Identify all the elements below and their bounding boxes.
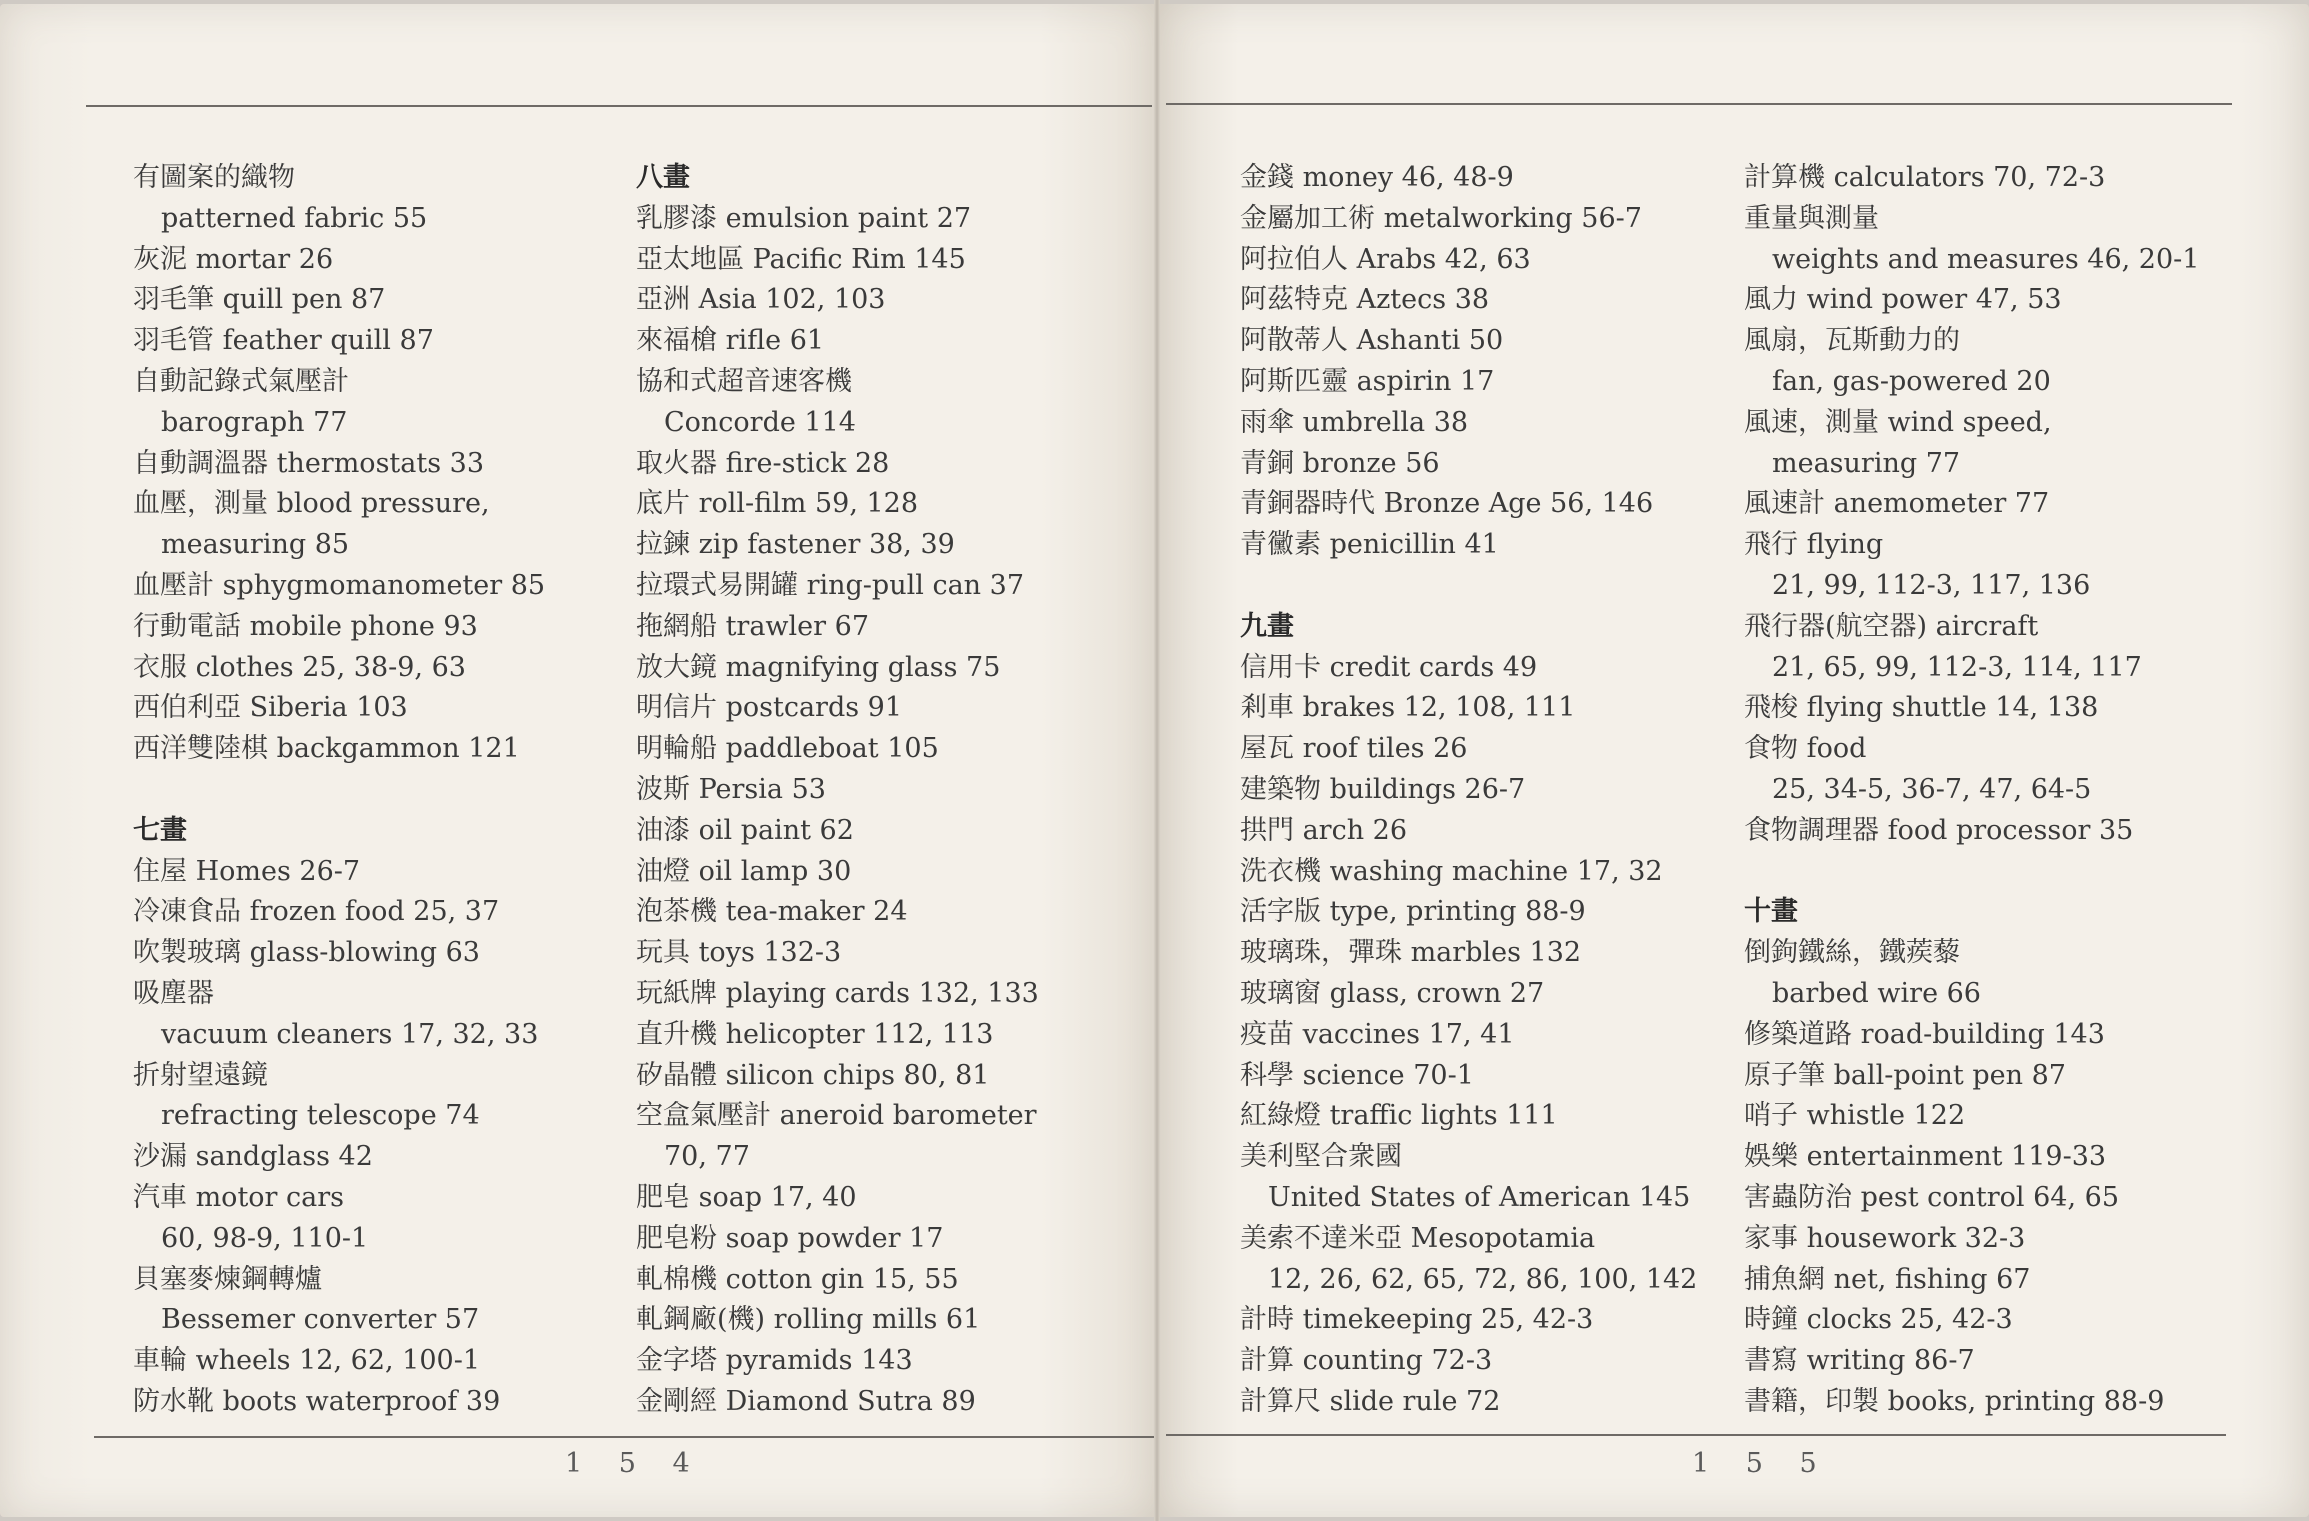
bottom-rule-right: [1166, 1434, 2226, 1436]
index-entry: 活字版 type, printing 88-9: [1240, 896, 1586, 928]
index-entry: 拉鍊 zip fastener 38, 39: [636, 529, 955, 561]
index-entry: 汽車 motor cars: [133, 1181, 345, 1213]
index-entry: 洗衣機 washing machine 17, 32: [1240, 855, 1663, 887]
section-gap: [133, 770, 613, 811]
index-column-4: [1744, 158, 2224, 1423]
index-entry: 拉環式易開罐 ring-pull can 37: [636, 569, 1024, 601]
stroke-count-heading: 七畫: [133, 814, 187, 846]
index-entry: 阿拉伯人 Arabs 42, 63: [1240, 243, 1531, 275]
stroke-count-heading: 八畫: [636, 162, 690, 193]
index-entry: 害蟲防治 pest control 64, 65: [1744, 1181, 2120, 1213]
index-entry: 住屋 Homes 26-7: [133, 855, 361, 887]
index-entry: 哨子 whistle 122: [1744, 1100, 1966, 1132]
index-entry-continuation: vacuum cleaners 17, 32, 33: [161, 1018, 539, 1050]
index-entry: 美利堅合衆國: [1240, 1141, 1402, 1173]
index-entry: 來福槍 rifle 61: [636, 325, 825, 357]
index-entry: 防水靴 boots waterproof 39: [133, 1385, 501, 1417]
index-entry: 金錢 money 46, 48-9: [1240, 162, 1514, 193]
index-entry: 玩紙牌 playing cards 132, 133: [636, 977, 1039, 1009]
index-entry: 空盒氣壓計 aneroid barometer: [636, 1100, 1037, 1132]
index-entry: 油燈 oil lamp 30: [636, 855, 852, 887]
stroke-count-heading: 九畫: [1240, 610, 1294, 642]
section-gap: [1744, 852, 2224, 893]
index-entry: 風力 wind power 47, 53: [1744, 284, 2062, 316]
index-entry: 衣服 clothes 25, 38-9, 63: [133, 651, 466, 683]
index-entry: 有圖案的織物: [133, 162, 295, 193]
index-entry: 阿茲特克 Aztecs 38: [1240, 284, 1490, 316]
index-entry: 肥皂粉 soap powder 17: [636, 1222, 944, 1254]
index-entry: 車輪 wheels 12, 62, 100-1: [133, 1345, 480, 1377]
index-column-2: [636, 158, 1116, 1423]
index-entry: 肥皂 soap 17, 40: [636, 1181, 857, 1213]
index-entry: 家事 housework 32-3: [1744, 1222, 2026, 1254]
index-entry: 自動記錄式氣壓計: [133, 365, 349, 397]
index-entry-continuation: measuring 77: [1772, 447, 1961, 479]
index-entry: 貝塞麥煉鋼轉爐: [133, 1263, 322, 1295]
index-entry: 計算 counting 72-3: [1240, 1345, 1493, 1377]
index-entry-continuation: patterned fabric 55: [161, 202, 428, 234]
book-gutter: [1154, 0, 1160, 1521]
index-entry: 美索不達米亞 Mesopotamia: [1240, 1222, 1596, 1254]
index-entry: 紅綠燈 traffic lights 111: [1240, 1100, 1558, 1132]
index-entry: 亞洲 Asia 102, 103: [636, 284, 886, 316]
index-entry: 金屬加工術 metalworking 56-7: [1240, 202, 1642, 234]
index-entry: 阿斯匹靈 aspirin 17: [1240, 365, 1495, 397]
index-entry: 信用卡 credit cards 49: [1240, 651, 1538, 683]
index-entry: 西伯利亞 Siberia 103: [133, 692, 408, 724]
index-entry: 青黴素 penicillin 41: [1240, 529, 1499, 561]
index-entry: 明輪船 paddleboat 105: [636, 733, 939, 765]
index-entry: 亞太地區 Pacific Rim 145: [636, 243, 966, 275]
index-entry: 血壓計 sphygmomanometer 85: [133, 569, 546, 601]
index-entry: 明信片 postcards 91: [636, 692, 903, 724]
index-entry: 吸塵器: [133, 977, 214, 1009]
index-entry: 科學 science 70-1: [1240, 1059, 1474, 1091]
index-entry: 食物 food: [1744, 733, 1867, 765]
index-entry: 青銅器時代 Bronze Age 56, 146: [1240, 488, 1654, 520]
index-entry: 取火器 fire-stick 28: [636, 447, 890, 479]
index-entry: 羽毛管 feather quill 87: [133, 325, 434, 357]
index-entry: 青銅 bronze 56: [1240, 447, 1440, 479]
index-entry-continuation: refracting telescope 74: [161, 1100, 480, 1132]
index-entry: 金剛經 Diamond Sutra 89: [636, 1385, 976, 1417]
index-entry: 修築道路 road-building 143: [1744, 1018, 2105, 1050]
index-entry: 娛樂 entertainment 119-33: [1744, 1141, 2107, 1173]
index-entry: 羽毛筆 quill pen 87: [133, 284, 386, 316]
index-entry-continuation: 60, 98-9, 110-1: [161, 1222, 369, 1254]
index-entry-continuation: fan, gas-powered 20: [1772, 365, 2051, 397]
top-rule-left: [86, 105, 1152, 107]
index-entry: 協和式超音速客機: [636, 365, 852, 397]
index-entry: 灰泥 mortar 26: [133, 243, 334, 275]
index-entry: 金字塔 pyramids 143: [636, 1345, 913, 1377]
index-entry: 原子筆 ball-point pen 87: [1744, 1059, 2066, 1091]
index-entry: 捕魚網 net, fishing 67: [1744, 1263, 2031, 1295]
index-entry: 倒鉤鐵絲，鐵蒺藜: [1744, 937, 1960, 969]
index-entry: 時鐘 clocks 25, 42-3: [1744, 1304, 2013, 1336]
index-entry: 波斯 Persia 53: [636, 773, 826, 805]
index-entry: 書寫 writing 86-7: [1744, 1345, 1975, 1377]
section-gap: [1240, 566, 1720, 607]
page-number-right: 1 5 5: [1692, 1448, 1831, 1479]
index-entry: 沙漏 sandglass 42: [133, 1141, 373, 1173]
index-entry-continuation: Bessemer converter 57: [161, 1304, 480, 1336]
index-entry: 軋鋼廠(機) rolling mills 61: [636, 1304, 981, 1336]
index-entry: 冷凍食品 frozen food 25, 37: [133, 896, 500, 928]
index-entry: 重量與測量: [1744, 202, 1879, 234]
index-entry: 西洋雙陸棋 backgammon 121: [133, 733, 520, 765]
index-entry: 飛行 flying: [1744, 529, 1884, 561]
index-entry: 建築物 buildings 26-7: [1240, 773, 1526, 805]
index-entry-continuation: 12, 26, 62, 65, 72, 86, 100, 142: [1268, 1263, 1698, 1295]
index-entry: 油漆 oil paint 62: [636, 814, 854, 846]
index-entry-continuation: 70, 77: [664, 1141, 750, 1173]
index-entry: 疫苗 vaccines 17, 41: [1240, 1018, 1515, 1050]
index-entry: 屋瓦 roof tiles 26: [1240, 733, 1468, 765]
index-column-3: [1240, 158, 1720, 1423]
index-entry: 剎車 brakes 12, 108, 111: [1240, 692, 1576, 724]
index-entry: 玩具 toys 132-3: [636, 937, 842, 969]
index-entry: 計算尺 slide rule 72: [1240, 1385, 1501, 1417]
index-entry: 玻璃珠，彈珠 marbles 132: [1240, 937, 1582, 969]
index-entry: 乳膠漆 emulsion paint 27: [636, 202, 972, 234]
index-entry-continuation: barbed wire 66: [1772, 977, 1981, 1009]
index-entry-continuation: Concorde 114: [664, 406, 856, 438]
index-entry: 拖網船 trawler 67: [636, 610, 870, 642]
index-entry: 放大鏡 magnifying glass 75: [636, 651, 1001, 683]
bottom-rule-left: [94, 1436, 1154, 1438]
index-entry-continuation: measuring 85: [161, 529, 350, 561]
index-entry: 風扇，瓦斯動力的: [1744, 325, 1960, 357]
index-entry: 拱門 arch 26: [1240, 814, 1408, 846]
index-entry-continuation: weights and measures 46, 20-1: [1772, 243, 2200, 275]
index-entry-continuation: 25, 34-5, 36-7, 47, 64-5: [1772, 773, 2092, 805]
index-entry: 自動調溫器 thermostats 33: [133, 447, 485, 479]
index-entry: 風速計 anemometer 77: [1744, 488, 2050, 520]
index-entry: 計算機 calculators 70, 72-3: [1744, 162, 2106, 193]
index-entry: 吹製玻璃 glass-blowing 63: [133, 937, 480, 969]
top-rule-right: [1166, 103, 2232, 105]
index-entry: 直升機 helicopter 112, 113: [636, 1018, 994, 1050]
index-entry: 血壓，測量 blood pressure,: [133, 488, 490, 520]
index-entry: 泡茶機 tea-maker 24: [636, 896, 908, 928]
index-entry: 行動電話 mobile phone 93: [133, 610, 478, 642]
index-column-1: [133, 158, 613, 1423]
index-entry: 底片 roll-film 59, 128: [636, 488, 919, 520]
page-number-left: 1 5 4: [565, 1448, 704, 1479]
index-entry: 雨傘 umbrella 38: [1240, 406, 1469, 438]
index-entry: 玻璃窗 glass, crown 27: [1240, 977, 1545, 1009]
index-entry-continuation: United States of American 145: [1268, 1181, 1691, 1213]
index-entry: 飛行器(航空器) aircraft: [1744, 610, 2039, 642]
index-entry: 飛梭 flying shuttle 14, 138: [1744, 692, 2099, 724]
index-entry: 食物調理器 food processor 35: [1744, 814, 2134, 846]
stroke-count-heading: 十畫: [1744, 896, 1798, 928]
index-entry-continuation: 21, 65, 99, 112-3, 114, 117: [1772, 651, 2142, 683]
index-entry: 矽晶體 silicon chips 80, 81: [636, 1059, 990, 1091]
index-entry: 阿散蒂人 Ashanti 50: [1240, 325, 1504, 357]
index-entry: 計時 timekeeping 25, 42-3: [1240, 1304, 1594, 1336]
index-entry: 風速，測量 wind speed,: [1744, 406, 2052, 438]
index-entry-continuation: barograph 77: [161, 406, 348, 438]
index-entry: 軋棉機 cotton gin 15, 55: [636, 1263, 959, 1295]
index-entry: 書籍，印製 books, printing 88-9: [1744, 1385, 2165, 1417]
index-entry-continuation: 21, 99, 112-3, 117, 136: [1772, 569, 2091, 601]
index-entry: 折射望遠鏡: [133, 1059, 268, 1091]
